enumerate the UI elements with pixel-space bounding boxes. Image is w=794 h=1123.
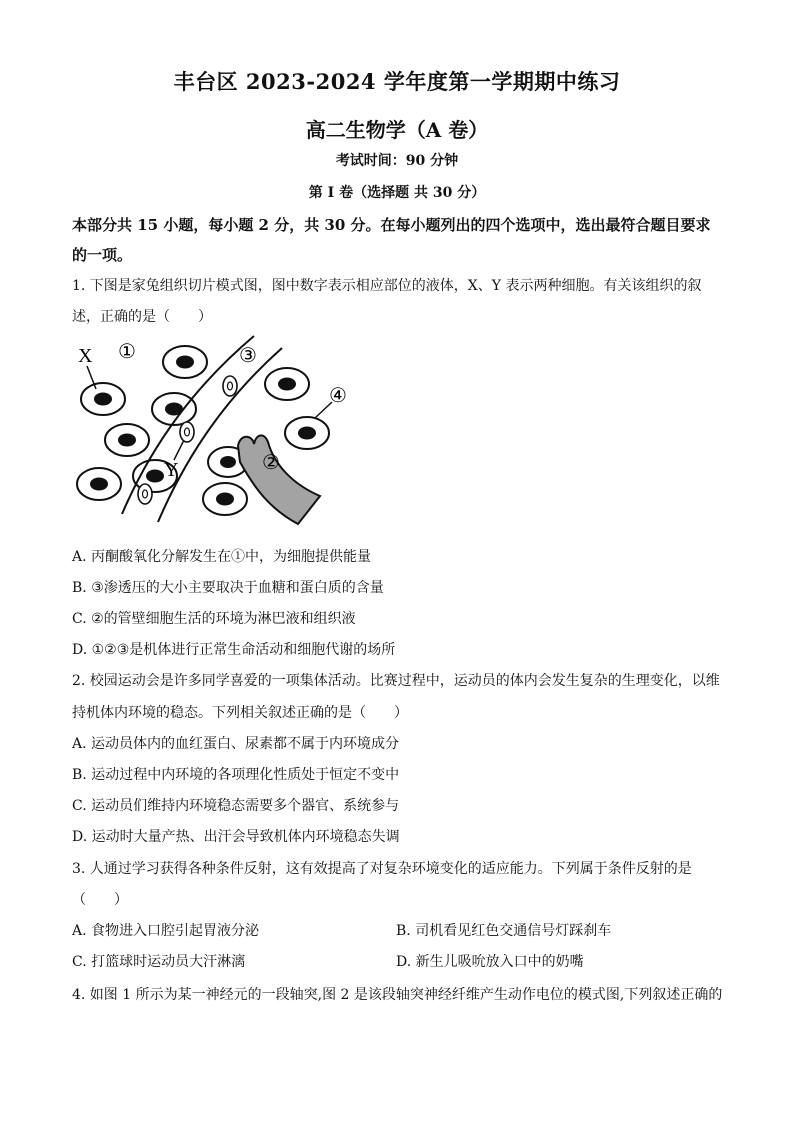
label-fluid-2: ② xyxy=(262,450,280,474)
q3-option-b: B. 司机看见红色交通信号灯踩刹车 xyxy=(396,923,612,939)
q1-option-c: C. ②的管壁细胞生活的环境为淋巴液和组织液 xyxy=(72,611,356,627)
q2-option-a: A. 运动员体内的血红蛋白、尿素都不属于内环境成分 xyxy=(72,736,400,752)
q1-option-d: D. ①②③是机体进行正常生命活动和细胞代谢的场所 xyxy=(72,642,396,658)
q3-stem-line1: 3. 人通过学习获得各种条件反射，这有效提高了对复杂环境变化的适应能力。下列属于条件反射的是 xyxy=(72,861,692,877)
page-title: 丰台区 2023-2024 学年度第一学期期中练习 xyxy=(173,69,621,94)
tissue-section-figure xyxy=(70,334,370,530)
label-fluid-1: ① xyxy=(118,339,136,363)
q1-stem-line2: 述，正确的是（ ） xyxy=(72,309,212,325)
section-instructions: 本部分共 15 小题，每小题 2 分，共 30 分。在每小题列出的四个选项中，选出最符合题目要求的一项。 xyxy=(72,216,711,264)
label-y: Y xyxy=(164,459,179,481)
q3-option-c: C. 打篮球时运动员大汗淋漓 xyxy=(72,954,246,970)
label-x: X xyxy=(78,345,93,367)
page-subtitle: 高二生物学（A 卷） xyxy=(305,118,489,142)
q3-stem-line2: （ ） xyxy=(72,892,128,908)
q2-stem-line2: 持机体内环境的稳态。下列相关叙述正确的是（ ） xyxy=(72,705,408,721)
q1-option-b: B. ③渗透压的大小主要取决于血糖和蛋白质的含量 xyxy=(72,580,384,596)
q2-stem-line1: 2. 校园运动会是许多同学喜爱的一项集体活动。比赛过程中，运动员的体内会发生复杂的生理变化，以维 xyxy=(72,673,720,689)
label-fluid-3: ③ xyxy=(239,343,257,367)
exam-time: 考试时间：90 分钟 xyxy=(335,153,459,169)
label-fluid-4: ④ xyxy=(329,383,347,407)
q2-option-d: D. 运动时大量产热、出汗会导致机体内环境稳态失调 xyxy=(72,829,400,845)
q3-option-a: A. 食物进入口腔引起胃液分泌 xyxy=(72,923,260,939)
q1-stem-line1: 1. 下图是家兔组织切片模式图，图中数字表示相应部位的液体，X、Y 表示两种细胞。有关该组织的叙 xyxy=(72,278,702,294)
section-heading: 第 I 卷（选择题 共 30 分） xyxy=(308,185,486,201)
q2-option-c: C. 运动员们维持内环境稳态需要多个器官、系统参与 xyxy=(72,798,400,814)
q4-stem-line1: 4. 如图 1 所示为某一神经元的一段轴突,图 2 是该段轴突神经纤维产生动作电位的模式图,下列叙述正确的 xyxy=(72,987,723,1003)
q3-option-d: D. 新生儿吸吮放入口中的奶嘴 xyxy=(396,954,584,970)
q1-option-a: A. 丙酮酸氧化分解发生在①中，为细胞提供能量 xyxy=(72,549,372,565)
q2-option-b: B. 运动过程中内环境的各项理化性质处于恒定不变中 xyxy=(72,767,400,783)
